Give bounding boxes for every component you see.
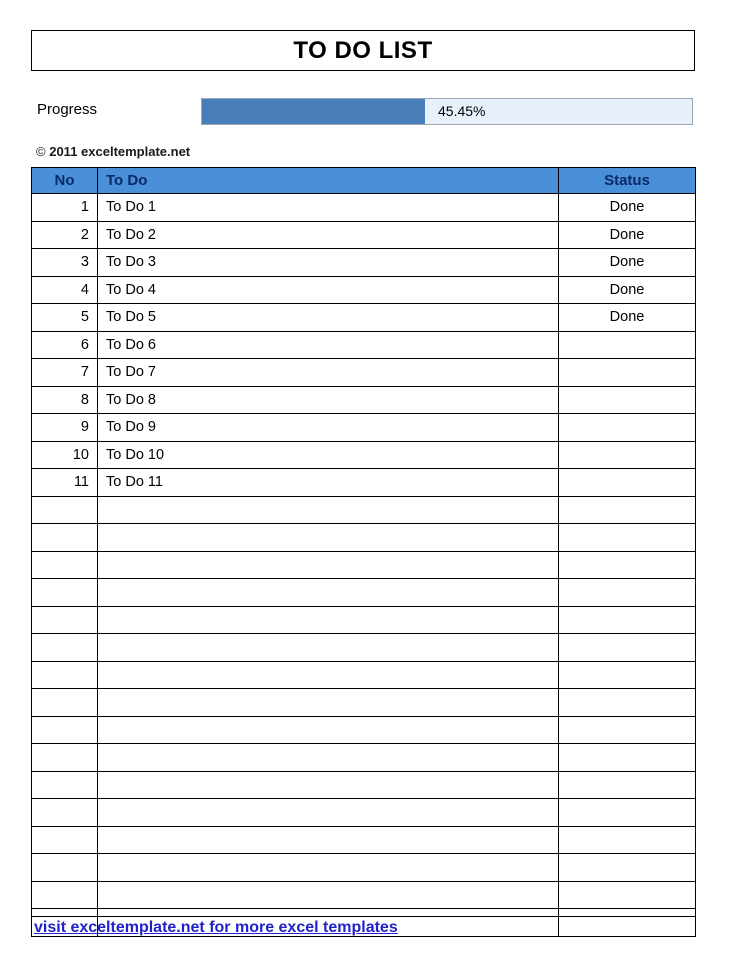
- cell-no[interactable]: [32, 716, 98, 744]
- table-row[interactable]: [32, 826, 696, 854]
- table-row[interactable]: [32, 689, 696, 717]
- column-header-status: Status: [559, 168, 696, 194]
- document-title-box: [31, 30, 695, 71]
- table-row[interactable]: [32, 331, 696, 359]
- cell-todo[interactable]: [98, 771, 559, 799]
- cell-no[interactable]: [32, 496, 98, 524]
- cell-todo[interactable]: [98, 744, 559, 772]
- cell-status[interactable]: [559, 331, 696, 359]
- table-header-row: [32, 168, 696, 194]
- cell-no[interactable]: 3: [32, 249, 98, 277]
- table-row[interactable]: [32, 771, 696, 799]
- progress-bar-fill: [202, 99, 425, 124]
- cell-no[interactable]: [32, 881, 98, 909]
- footer-divider: [31, 916, 695, 917]
- table-row[interactable]: [32, 194, 696, 222]
- table-row[interactable]: [32, 854, 696, 882]
- cell-status[interactable]: Done: [559, 221, 696, 249]
- table-row[interactable]: [32, 386, 696, 414]
- column-header-no: No: [32, 168, 98, 194]
- cell-no[interactable]: 2: [32, 221, 98, 249]
- cell-no[interactable]: 5: [32, 304, 98, 332]
- column-header-todo: To Do: [98, 168, 559, 194]
- cell-no[interactable]: [32, 744, 98, 772]
- cell-status[interactable]: [559, 441, 696, 469]
- table-row[interactable]: [32, 276, 696, 304]
- cell-status[interactable]: [559, 909, 696, 937]
- cell-todo[interactable]: [98, 854, 559, 882]
- table-row[interactable]: [32, 414, 696, 442]
- footer-link[interactable]: visit exceltemplate.net for more excel templates: [34, 919, 398, 936]
- table-row[interactable]: [32, 441, 696, 469]
- cell-status[interactable]: [559, 551, 696, 579]
- cell-status[interactable]: [559, 854, 696, 882]
- cell-no[interactable]: 8: [32, 386, 98, 414]
- cell-no[interactable]: [32, 579, 98, 607]
- cell-no[interactable]: [32, 689, 98, 717]
- cell-todo[interactable]: To Do 3: [98, 249, 559, 277]
- cell-todo[interactable]: [98, 496, 559, 524]
- cell-no[interactable]: [32, 551, 98, 579]
- cell-no[interactable]: [32, 606, 98, 634]
- cell-status[interactable]: [559, 524, 696, 552]
- table-row[interactable]: [32, 661, 696, 689]
- table-row[interactable]: [32, 359, 696, 387]
- cell-todo[interactable]: To Do 2: [98, 221, 559, 249]
- cell-no[interactable]: [32, 524, 98, 552]
- cell-todo[interactable]: [98, 661, 559, 689]
- progress-value: 45.45%: [438, 103, 486, 119]
- cell-no[interactable]: 10: [32, 441, 98, 469]
- cell-todo[interactable]: To Do 8: [98, 386, 559, 414]
- table-row[interactable]: [32, 579, 696, 607]
- table-row[interactable]: [32, 304, 696, 332]
- todo-table: [31, 167, 696, 937]
- cell-status[interactable]: Done: [559, 249, 696, 277]
- cell-status[interactable]: [559, 386, 696, 414]
- cell-no[interactable]: 9: [32, 414, 98, 442]
- cell-no[interactable]: 6: [32, 331, 98, 359]
- cell-status[interactable]: [559, 826, 696, 854]
- cell-todo[interactable]: [98, 551, 559, 579]
- cell-status[interactable]: [559, 771, 696, 799]
- copyright-text: 2011 exceltemplate.net: [49, 144, 191, 159]
- cell-no[interactable]: 1: [32, 194, 98, 222]
- cell-status[interactable]: [559, 881, 696, 909]
- cell-status[interactable]: [559, 469, 696, 497]
- cell-status[interactable]: [559, 606, 696, 634]
- cell-no[interactable]: 11: [32, 469, 98, 497]
- cell-todo[interactable]: To Do 7: [98, 359, 559, 387]
- cell-todo[interactable]: [98, 689, 559, 717]
- cell-status[interactable]: [559, 744, 696, 772]
- cell-todo[interactable]: To Do 4: [98, 276, 559, 304]
- cell-no[interactable]: [32, 826, 98, 854]
- cell-todo[interactable]: [98, 579, 559, 607]
- copyright-symbol: ©: [36, 144, 46, 159]
- todo-table-body: [32, 194, 696, 937]
- cell-todo[interactable]: [98, 826, 559, 854]
- cell-todo[interactable]: To Do 5: [98, 304, 559, 332]
- cell-no[interactable]: 4: [32, 276, 98, 304]
- table-row[interactable]: [32, 249, 696, 277]
- cell-status[interactable]: [559, 716, 696, 744]
- cell-no[interactable]: [32, 634, 98, 662]
- cell-todo[interactable]: [98, 799, 559, 827]
- cell-todo[interactable]: [98, 634, 559, 662]
- cell-status[interactable]: Done: [559, 194, 696, 222]
- table-row[interactable]: [32, 524, 696, 552]
- table-row[interactable]: [32, 551, 696, 579]
- cell-no[interactable]: 7: [32, 359, 98, 387]
- table-row[interactable]: [32, 799, 696, 827]
- cell-no[interactable]: [32, 661, 98, 689]
- cell-todo[interactable]: [98, 606, 559, 634]
- table-row[interactable]: [32, 881, 696, 909]
- cell-todo[interactable]: [98, 716, 559, 744]
- cell-todo[interactable]: To Do 11: [98, 469, 559, 497]
- table-row[interactable]: [32, 716, 696, 744]
- cell-status[interactable]: [559, 414, 696, 442]
- cell-no[interactable]: [32, 854, 98, 882]
- cell-status[interactable]: Done: [559, 276, 696, 304]
- cell-status[interactable]: [559, 579, 696, 607]
- progress-label: Progress: [37, 101, 98, 118]
- cell-status[interactable]: [559, 799, 696, 827]
- page-title: TO DO LIST: [293, 36, 433, 64]
- table-row[interactable]: [32, 469, 696, 497]
- cell-todo[interactable]: To Do 9: [98, 414, 559, 442]
- cell-status[interactable]: Done: [559, 304, 696, 332]
- cell-status[interactable]: [559, 661, 696, 689]
- table-row[interactable]: [32, 634, 696, 662]
- table-row[interactable]: [32, 606, 696, 634]
- cell-status[interactable]: [559, 689, 696, 717]
- table-row[interactable]: [32, 221, 696, 249]
- table-row[interactable]: [32, 496, 696, 524]
- cell-todo[interactable]: [98, 881, 559, 909]
- cell-todo[interactable]: To Do 10: [98, 441, 559, 469]
- cell-status[interactable]: [559, 634, 696, 662]
- cell-status[interactable]: [559, 359, 696, 387]
- cell-no[interactable]: [32, 771, 98, 799]
- table-row[interactable]: [32, 744, 696, 772]
- cell-todo[interactable]: [98, 524, 559, 552]
- cell-todo[interactable]: To Do 1: [98, 194, 559, 222]
- cell-status[interactable]: [559, 496, 696, 524]
- cell-no[interactable]: [32, 799, 98, 827]
- progress-bar: [201, 98, 693, 125]
- copyright-notice: [36, 144, 190, 159]
- cell-todo[interactable]: To Do 6: [98, 331, 559, 359]
